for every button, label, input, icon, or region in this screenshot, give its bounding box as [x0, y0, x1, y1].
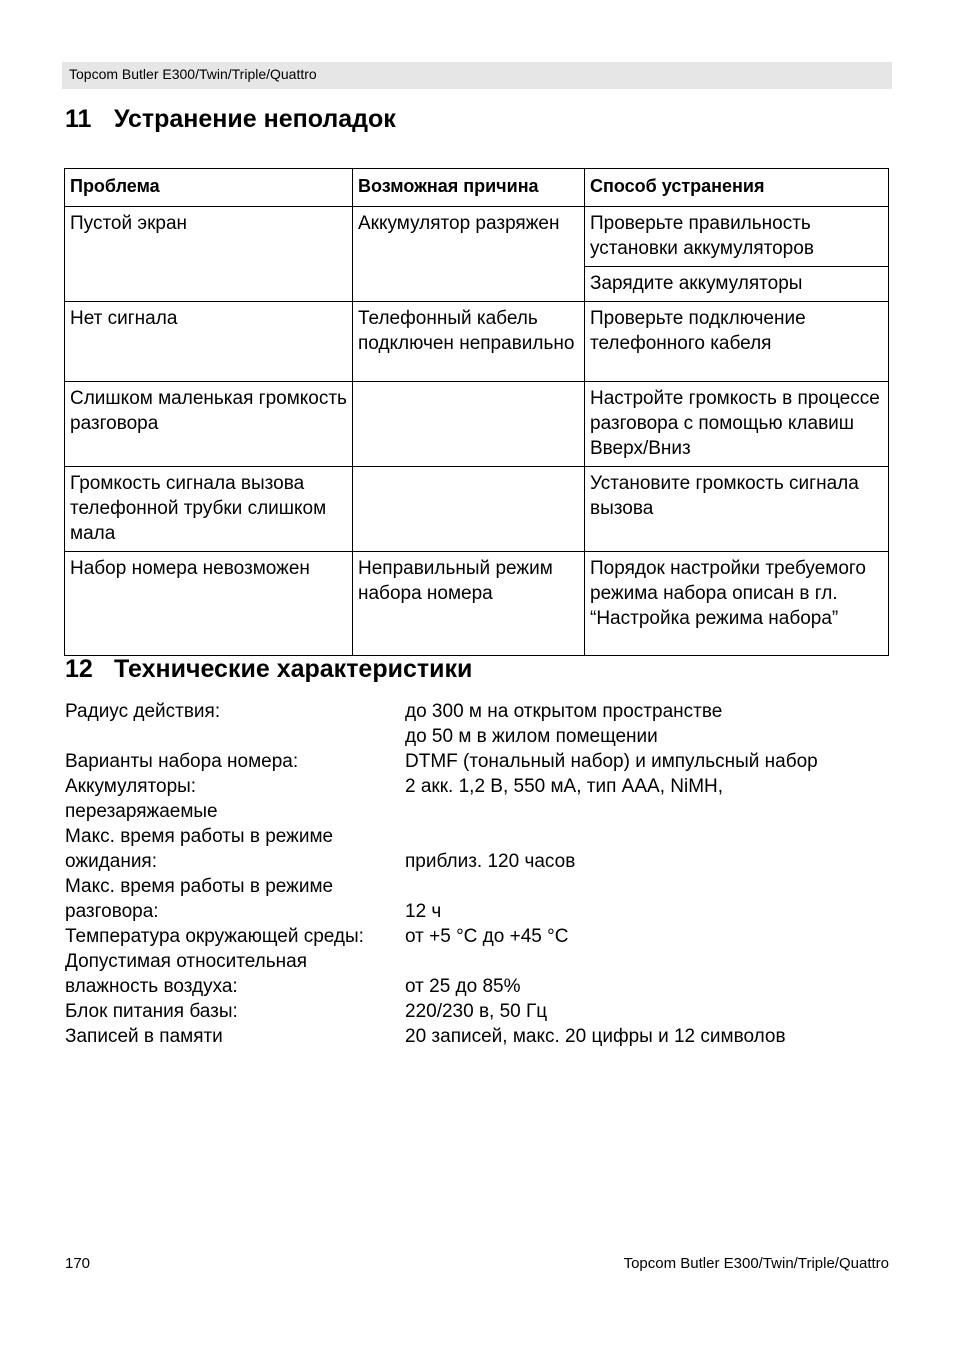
- page-number: 170: [65, 1255, 91, 1272]
- spec-row-standby-time: [65, 824, 818, 874]
- spec-value: [405, 924, 818, 949]
- table-row: [65, 302, 889, 382]
- table-row: [65, 382, 889, 467]
- spec-label-line: ожидания:: [65, 851, 158, 872]
- spec-row-memory: [65, 1024, 818, 1049]
- column-header-solution: Способ устранения: [585, 169, 889, 207]
- spec-label-line: Температура окружающей среды:: [65, 926, 364, 947]
- table-row: [65, 467, 889, 552]
- table-row: [65, 207, 889, 267]
- spec-row-temperature: [65, 924, 818, 949]
- spec-value-line: [405, 949, 818, 974]
- specifications-list: [65, 699, 818, 1049]
- spec-label: [65, 1024, 405, 1049]
- spec-value-line: DTMF (тональный набор) и импульсный набор: [405, 751, 818, 772]
- spec-label-line: Макс. время работы в режиме: [65, 876, 334, 897]
- table-header-row: [65, 169, 889, 207]
- spec-label-line: Записей в памяти: [65, 1026, 223, 1047]
- solution-cell: Проверьте подключение телефонного кабеля: [585, 302, 889, 382]
- spec-value-line: 20 записей, макс. 20 цифры и 12 символов: [405, 1026, 786, 1047]
- section-11-number: 11: [65, 105, 92, 133]
- spec-row-range: [65, 699, 818, 749]
- spec-label-line: Аккумуляторы:: [65, 776, 197, 797]
- section-11-title: Устранение неполадок: [114, 105, 396, 133]
- spec-value-line: от +5 °C до +45 °C: [405, 926, 569, 947]
- column-header-problem: Проблема: [65, 169, 353, 207]
- solution-cell: Установите громкость сигнала вызова: [585, 467, 889, 552]
- spec-label: [65, 924, 405, 949]
- solution-cell: Проверьте правильность установки аккумуляторов: [585, 207, 889, 267]
- troubleshooting-table: [64, 168, 889, 656]
- spec-label-line: Варианты набора номера:: [65, 751, 299, 772]
- section-11-heading: [65, 105, 396, 134]
- cause-cell: [353, 382, 585, 467]
- spec-label-line: влажность воздуха:: [65, 976, 238, 997]
- spec-label: [65, 949, 405, 999]
- spec-value-line: 220/230 в, 50 Гц: [405, 1001, 548, 1022]
- spec-value-line: [405, 874, 818, 899]
- spec-value: [405, 749, 818, 774]
- spec-label-line: разговора:: [65, 901, 159, 922]
- spec-label-line: перезаряжаемые: [65, 801, 218, 822]
- problem-cell: Слишком маленькая громкость разговора: [65, 382, 353, 467]
- spec-label: [65, 824, 405, 874]
- section-12-title: Технические характеристики: [114, 655, 473, 683]
- running-header: [62, 62, 892, 89]
- spec-value-line: от 25 до 85%: [405, 976, 521, 997]
- solution-cell: Порядок настройки требуемого режима набора описан в гл. “Настройка режима набора”: [585, 552, 889, 656]
- cause-cell: Аккумулятор разряжен: [353, 207, 585, 302]
- spec-row-power-supply: [65, 999, 818, 1024]
- spec-value: [405, 1024, 818, 1049]
- spec-label: [65, 999, 405, 1024]
- problem-cell: Нет сигнала: [65, 302, 353, 382]
- spec-value-line: 2 акк. 1,2 В, 550 мА, тип AAA, NiMH,: [405, 776, 724, 797]
- section-12-heading: [65, 655, 472, 684]
- spec-row-dialing: [65, 749, 818, 774]
- spec-label: [65, 774, 405, 824]
- cause-cell: Телефонный кабель подключен неправильно: [353, 302, 585, 382]
- spec-label: [65, 699, 405, 749]
- section-12-number: 12: [65, 655, 93, 683]
- spec-value-line: до 300 м на открытом пространстве: [405, 701, 723, 722]
- spec-value: [405, 824, 818, 874]
- spec-value-line: [405, 824, 818, 849]
- spec-label-line: Блок питания базы:: [65, 1001, 238, 1022]
- spec-label-line: Допустимая относительная: [65, 951, 308, 972]
- spec-value: [405, 949, 818, 999]
- spec-label: [65, 874, 405, 924]
- spec-label-line: Радиус действия:: [65, 701, 221, 722]
- spec-row-batteries: [65, 774, 818, 824]
- spec-value: [405, 874, 818, 924]
- column-header-cause: Возможная причина: [353, 169, 585, 207]
- spec-label: [65, 749, 405, 774]
- cause-cell: [353, 467, 585, 552]
- spec-row-talk-time: [65, 874, 818, 924]
- spec-value: [405, 699, 818, 749]
- problem-cell: Пустой экран: [65, 207, 353, 302]
- spec-value: [405, 774, 818, 824]
- spec-value-line: приблиз. 120 часов: [405, 851, 576, 872]
- solution-cell: Зарядите аккумуляторы: [585, 267, 889, 302]
- spec-row-humidity: [65, 949, 818, 999]
- cause-cell: Неправильный режим набора номера: [353, 552, 585, 656]
- spec-value-line: 12 ч: [405, 901, 442, 922]
- running-footer-title: Topcom Butler E300/Twin/Triple/Quattro: [623, 1255, 889, 1272]
- running-header-title: Topcom Butler E300/Twin/Triple/Quattro: [69, 66, 317, 82]
- spec-value-line: до 50 м в жилом помещении: [405, 726, 658, 747]
- table-row: [65, 552, 889, 656]
- solution-cell: Настройте громкость в процессе разговора с помощью клавиш Вверх/Вниз: [585, 382, 889, 467]
- problem-cell: Набор номера невозможен: [65, 552, 353, 656]
- spec-label-line: Макс. время работы в режиме: [65, 826, 334, 847]
- spec-value: [405, 999, 818, 1024]
- problem-cell: Громкость сигнала вызова телефонной трубки слишком мала: [65, 467, 353, 552]
